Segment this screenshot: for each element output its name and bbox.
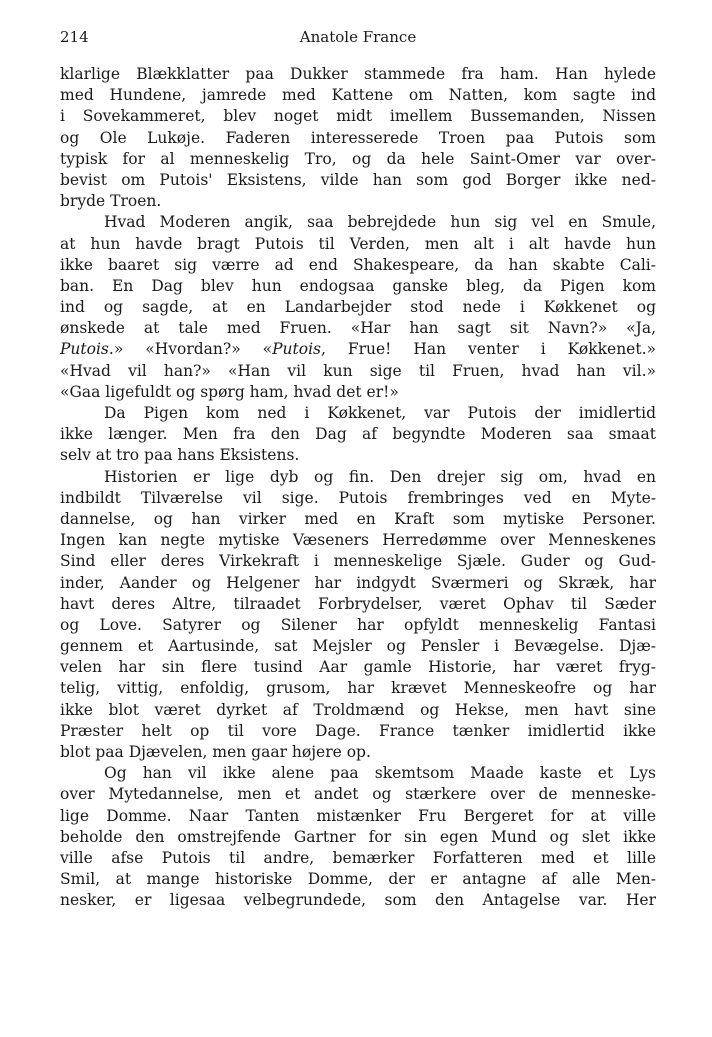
- text-line: nesker, er ligesaa velbegrundede, som den Antagelse var. Her: [60, 891, 656, 910]
- text-line: inder, Aander og Helgener har indgydt Sværmeri og Skræk, har: [60, 573, 656, 592]
- text-line: og Love. Satyrer og Silener har opfyldt menneskelig Fantasi: [60, 615, 656, 634]
- text-line: at hun havde bragt Putois til Verden, men alt i alt havde hun: [60, 234, 656, 253]
- text-line: dannelse, og han virker med en Kraft som mytiske Personer.: [60, 509, 656, 528]
- text-line: ville afse Putois til andre, bemærker Forfatteren med et lille: [60, 848, 656, 867]
- text-line: ikke baaret sig værre ad end Shakespeare, da han skabte Cali-: [60, 255, 656, 274]
- running-head: Anatole France: [299, 28, 417, 46]
- text-line: Ingen kan negte mytiske Væseners Herredømme over Menneskenes: [60, 531, 656, 550]
- text-line: med Hundene, jamrede med Kattene om Natten, kom sagte ind: [60, 86, 656, 105]
- text-line: typisk for al menneskelig Tro, og da hele Saint-Omer var over-: [60, 149, 656, 168]
- text-line: ikke blot været dyrket af Troldmænd og Hekse, men havt sine: [60, 700, 656, 719]
- text-line: Hvad Moderen angik, saa bebrejdede hun sig vel en Smule,: [104, 213, 656, 232]
- text-line: Putois.» «Hvordan?» «Putois, Frue! Han venter i Køkkenet.»: [60, 340, 656, 359]
- text-line: i Sovekammeret, blev noget midt imellem Bussemanden, Nissen: [60, 107, 656, 126]
- text-line: Smil, at mange historiske Domme, der er antagne af alle Men-: [60, 870, 656, 889]
- text-line: bevist om Putois' Eksistens, vilde han som god Borger ikke ned-: [60, 170, 656, 189]
- text-line: Da Pigen kom ned i Køkkenet, var Putois der imidlertid: [104, 404, 656, 422]
- text-line: ønskede at tale med Fruen. «Har han sagt sit Navn?» «Ja,: [60, 319, 656, 338]
- text-line: «Hvad vil han?» «Han vil kun sige til Fruen, hvad han vil.»: [60, 361, 656, 380]
- text-line: «Gaa ligefuldt og spørg ham, hvad det er!»: [60, 382, 399, 401]
- text-line: ikke længer. Men fra den Dag af begyndte Moderen saa smaat: [60, 425, 656, 444]
- text-line: indbildt Tilværelse vil sige. Putois frembringes ved en Myte-: [60, 488, 656, 507]
- text-line: Historien er lige dyb og fin. Den drejer sig om, hvad en: [104, 467, 656, 486]
- text-line: bryde Troen.: [60, 192, 162, 211]
- text-line: Præster helt op til vore Dage. France tænker imidlertid ikke: [60, 721, 656, 740]
- body-text: [60, 64, 656, 912]
- text-line: Og han vil ikke alene paa skemtsom Maade kaste et Lys: [104, 764, 656, 783]
- text-line: gennem et Aartusinde, sat Mejsler og Pensler i Bevægelse. Djæ-: [60, 637, 656, 656]
- page-number: 214: [60, 28, 89, 46]
- text-line: lige Domme. Naar Tanten mistænker Fru Bergeret for at ville: [60, 806, 656, 825]
- text-line: ban. En Dag blev hun endogsaa ganske bleg, da Pigen kom: [60, 276, 656, 295]
- text-line: velen har sin flere tusind Aar gamle Historie, har været fryg-: [60, 658, 656, 677]
- text-line: Sind eller deres Virkekraft i menneskelige Sjæle. Guder og Gud-: [60, 552, 656, 571]
- text-line: og Ole Lukøje. Faderen interesserede Troen paa Putois som: [60, 128, 656, 147]
- page-header: [60, 28, 656, 54]
- text-line: telig, vittig, enfoldig, grusom, har krævet Menneskeofre og har: [60, 679, 656, 698]
- text-line: klarlige Blækklatter paa Dukker stammede fra ham. Han hylede: [60, 65, 656, 83]
- text-line: over Mytedannelse, men et andet og stærkere over de menneske-: [60, 785, 656, 804]
- book-page: [60, 28, 656, 912]
- text-line: havt deres Altre, tilraadet Forbrydelser, været Ophav til Sæder: [60, 594, 656, 613]
- text-line: ind og sagde, at en Landarbejder stod nede i Køkkenet og: [60, 298, 656, 317]
- text-line: beholde den omstrejfende Gartner for sin egen Mund og slet ikke: [60, 827, 656, 846]
- text-line: blot paa Djævelen, men gaar højere op.: [60, 743, 371, 761]
- text-line: selv at tro paa hans Eksistens.: [60, 446, 300, 465]
